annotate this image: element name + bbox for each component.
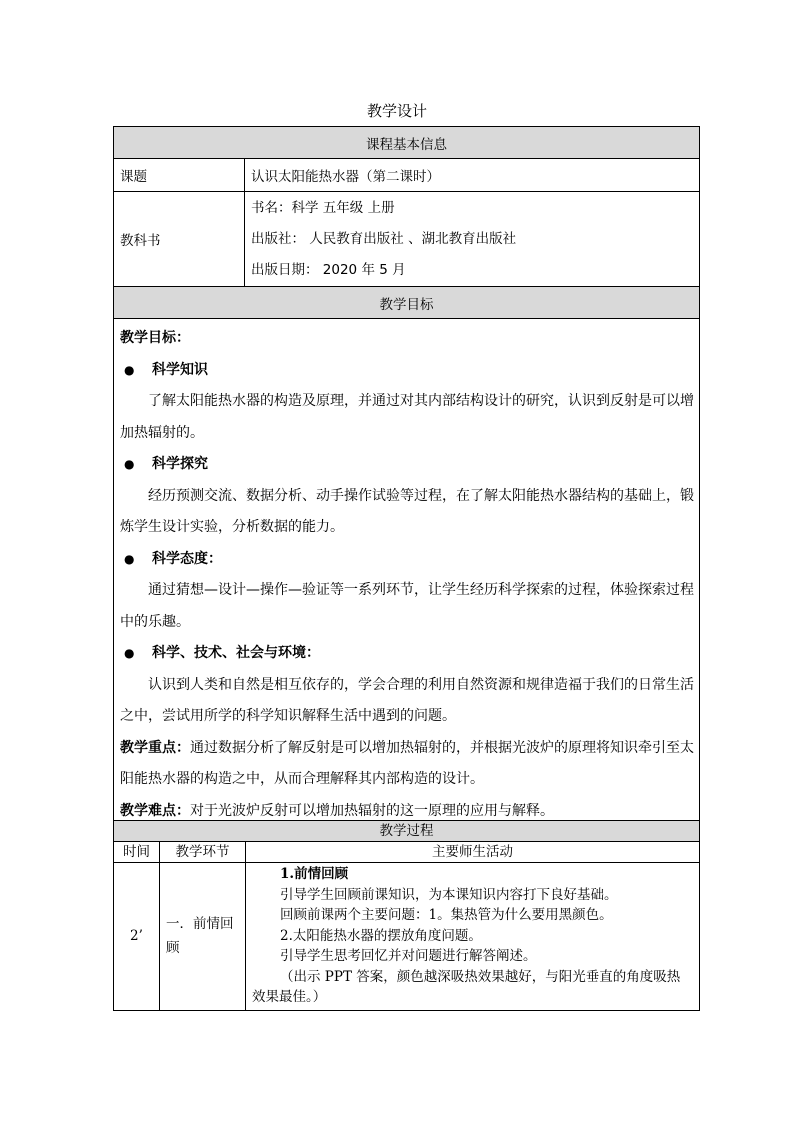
goal-text: 炼学生设计实验，分析数据的能力。 [120, 519, 344, 535]
goal-title: 科学、技术、社会与环境： [152, 645, 320, 661]
activity-line: （出示 PPT 答案，颜色越深吸热效果越好，与阳光垂直的角度吸热效果最佳。） [252, 968, 681, 1005]
bullet-icon: ● [124, 362, 135, 377]
goal-item [120, 638, 693, 670]
basic-info-header: 课程基本信息 [114, 127, 700, 159]
goal-text: 认识到人类和自然是相互依存的，学会合理的利用自然资源和规律造福于我们的日常生活 [148, 676, 694, 693]
book-publish-date: 出版日期： 2020 年 5 月 [251, 261, 406, 278]
goal-text: 通过猜想—设计—操作—验证等一系列环节，让学生经历科学探索的过程，体验探索过程 [148, 582, 694, 598]
key-point-text-cont: 阳能热水器的构造之中，从而合理解释其内部构造的设计。 [120, 771, 484, 787]
goal-text: 加热辐射的。 [120, 424, 204, 441]
bullet-icon: ● [124, 457, 135, 471]
row-stage: 一．前情回顾 [160, 863, 246, 1011]
col-activity: 主要师生活动 [246, 842, 700, 863]
key-point-text: 通过数据分析了解反射是可以增加热辐射的，并根据光波炉的原理将知识牵引至太 [190, 739, 694, 756]
goals-header: 教学目标 [114, 287, 700, 319]
goal-text: 了解太阳能热水器的构造及原理，并通过对其内部结构设计的研究，认识到反射是可以增 [148, 393, 694, 409]
document-title: 教学设计 [366, 102, 427, 120]
row-time: 2’ [114, 863, 160, 1011]
goal-item [120, 449, 693, 481]
goal-title: 科学探究 [152, 456, 208, 472]
key-point [120, 733, 693, 765]
goals-intro: 教学目标： [120, 330, 190, 346]
goal-text: 中的乐趣。 [120, 613, 190, 630]
process-header: 教学过程 [114, 821, 700, 842]
goal-title: 科学知识 [152, 361, 208, 378]
activity-line: 2.太阳能热水器的摆放角度问题。 [280, 927, 482, 944]
bullet-icon: ● [124, 646, 135, 660]
table-row [114, 863, 700, 1011]
goal-item [120, 544, 693, 576]
difficulty-label: 教学难点： [120, 802, 190, 819]
topic-label: 课题 [114, 159, 245, 192]
activity-line: 回顾前课两个主要问题：1。集热管为什么要用黑颜色。 [280, 907, 613, 923]
col-stage: 教学环节 [160, 842, 246, 863]
textbook-label: 教科书 [114, 192, 245, 287]
book-publisher: 出版社： 人民教育出版社 、湖北教育出版社 [251, 230, 517, 247]
difficulty-text: 对于光波炉反射可以增加热辐射的这一原理的应用与解释。 [190, 802, 554, 819]
col-time: 时间 [114, 842, 160, 863]
key-point-label: 教学重点： [120, 739, 190, 756]
goal-text: 经历预测交流、数据分析、动手操作试验等过程，在了解太阳能热水器结构的基础上，锻 [148, 487, 694, 504]
textbook-details [245, 192, 700, 287]
basic-info-table [113, 126, 700, 828]
process-table [113, 820, 700, 1011]
row-activity [246, 863, 700, 1011]
goal-item [120, 355, 693, 387]
activity-line: 引导学生回顾前课知识，为本课知识内容打下良好基础。 [280, 886, 618, 903]
goal-text: 之中，尝试用所学的科学知识解释生活中遇到的问题。 [120, 708, 456, 724]
bullet-icon: ● [124, 551, 135, 566]
topic-value: 认识太阳能热水器（第二课时） [245, 159, 700, 192]
activity-title: 1.前情回顾 [280, 866, 349, 882]
book-name: 书名：科学 五年级 上册 [251, 199, 395, 216]
activity-line: 引导学生思考回忆并对问题进行解答阐述。 [280, 948, 537, 964]
goal-title: 科学态度： [152, 550, 222, 567]
goals-content [114, 319, 700, 828]
